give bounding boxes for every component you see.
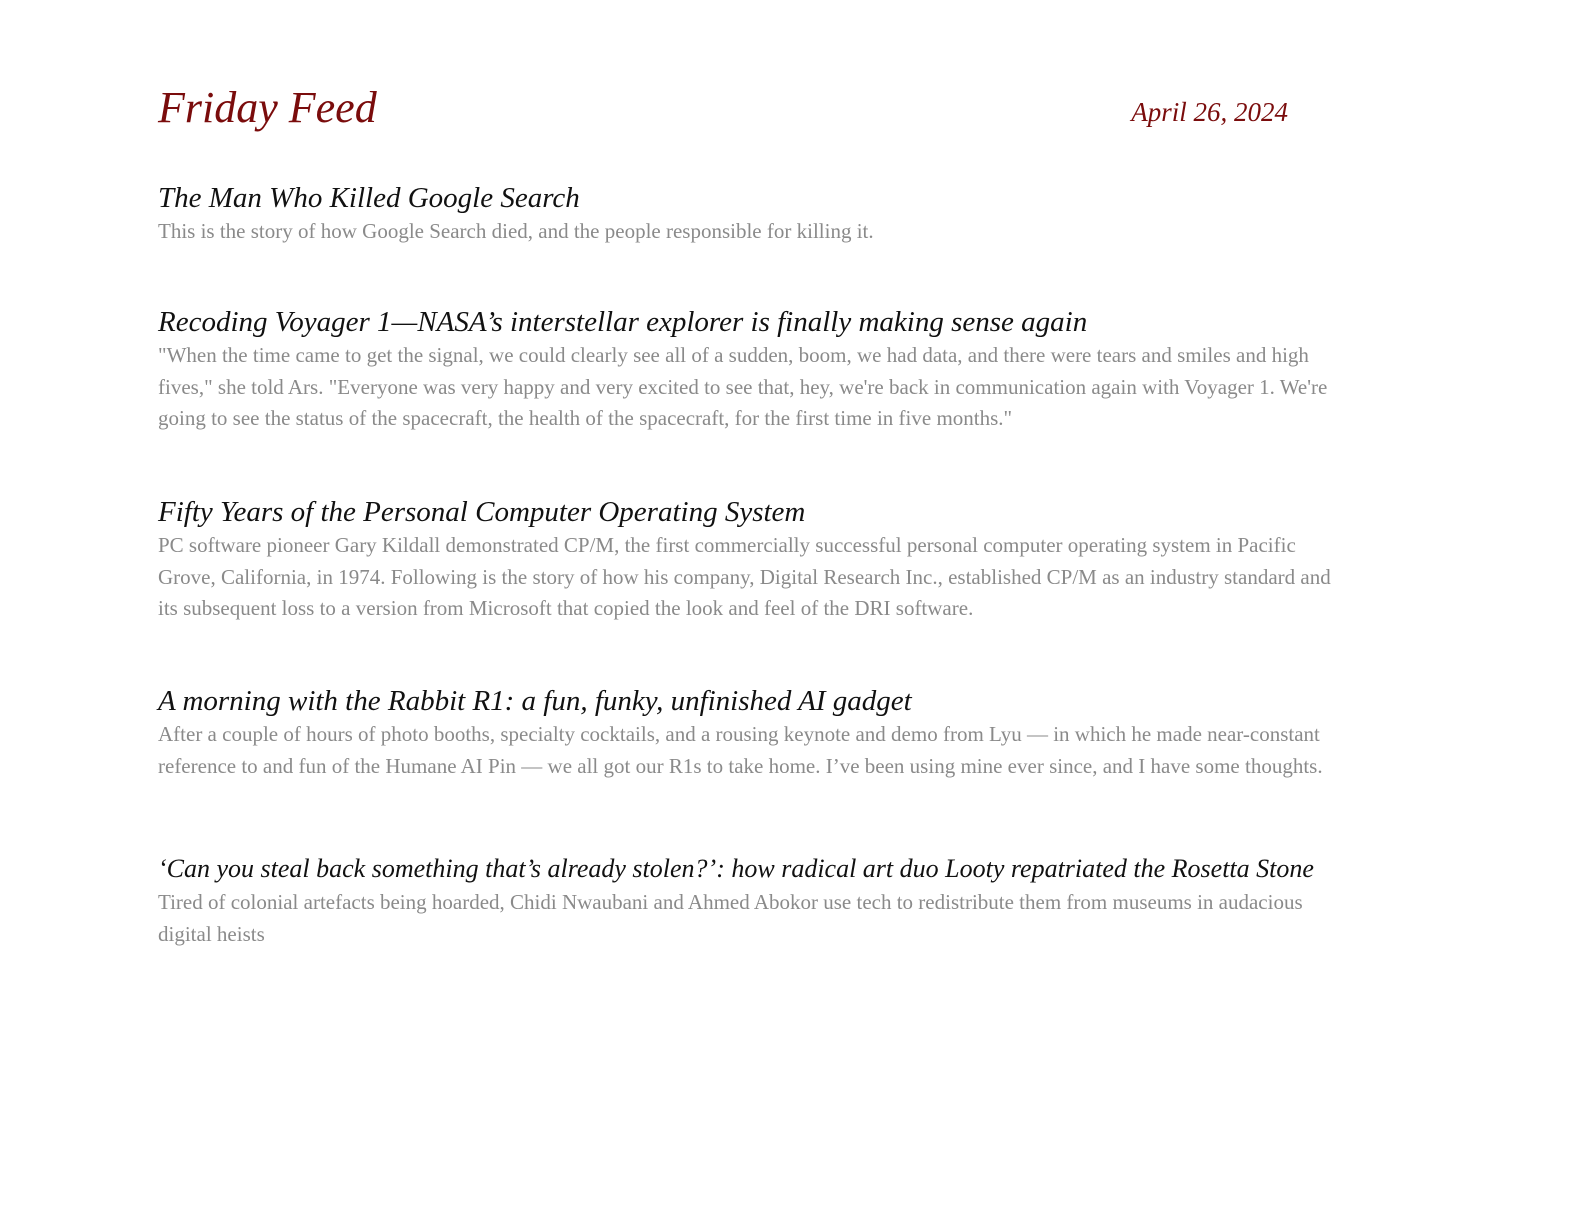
article-summary: "When the time came to get the signal, we could clearly see all of a sudden, boom, we had data, and there were tears and smiles and high fives," she told Ars. "Everyone was very happy and very excited to see that, hey, we're back in communication again with Voyager 1. We're going to see the status of the spacecraft, the health of the spacecraft, for the first time in five months." — [158, 343, 1328, 431]
feed-header — [158, 80, 1333, 140]
article-item — [158, 180, 1333, 248]
article-item — [158, 304, 1333, 435]
article-summary: This is the story of how Google Search died, and the people responsible for killing it. — [158, 219, 874, 243]
feed-date: April 26, 2024 — [1131, 97, 1288, 127]
article-title[interactable]: ‘Can you steal back something that’s already stolen?’: how radical art duo Looty repatriated the Rosetta Stone — [158, 854, 1314, 883]
article-title[interactable]: Recoding Voyager 1—NASA’s interstellar explorer is finally making sense again — [158, 306, 1088, 338]
article-summary: PC software pioneer Gary Kildall demonstrated CP/M, the first commercially successful personal computer operating system in Pacific Grove, California, in 1974. Following is the story of how his company, Digital Research Inc., established CP/M as an industry standard and its subsequent loss to a version from Microsoft that copied the look and feel of the DRI software. — [158, 533, 1331, 621]
article-item — [158, 494, 1333, 625]
article-title[interactable]: Fifty Years of the Personal Computer Operating System — [158, 496, 806, 528]
feed-title: Friday Feed — [158, 83, 377, 132]
feed-page — [158, 80, 1333, 946]
article-title[interactable]: The Man Who Killed Google Search — [158, 182, 580, 214]
article-item — [158, 851, 1333, 950]
article-item — [158, 683, 1333, 782]
article-summary: After a couple of hours of photo booths, specialty cocktails, and a rousing keynote and demo from Lyu — in which he made near-constant reference to and fun of the Humane AI Pin — we all got our R1s to take home. I’ve been using mine ever since, and I have some thoughts. — [158, 722, 1323, 778]
article-summary: Tired of colonial artefacts being hoarded, Chidi Nwaubani and Ahmed Abokor use tech to redistribute them from museums in audacious digital heists — [158, 890, 1303, 946]
article-title[interactable]: A morning with the Rabbit R1: a fun, funky, unfinished AI gadget — [158, 685, 912, 717]
